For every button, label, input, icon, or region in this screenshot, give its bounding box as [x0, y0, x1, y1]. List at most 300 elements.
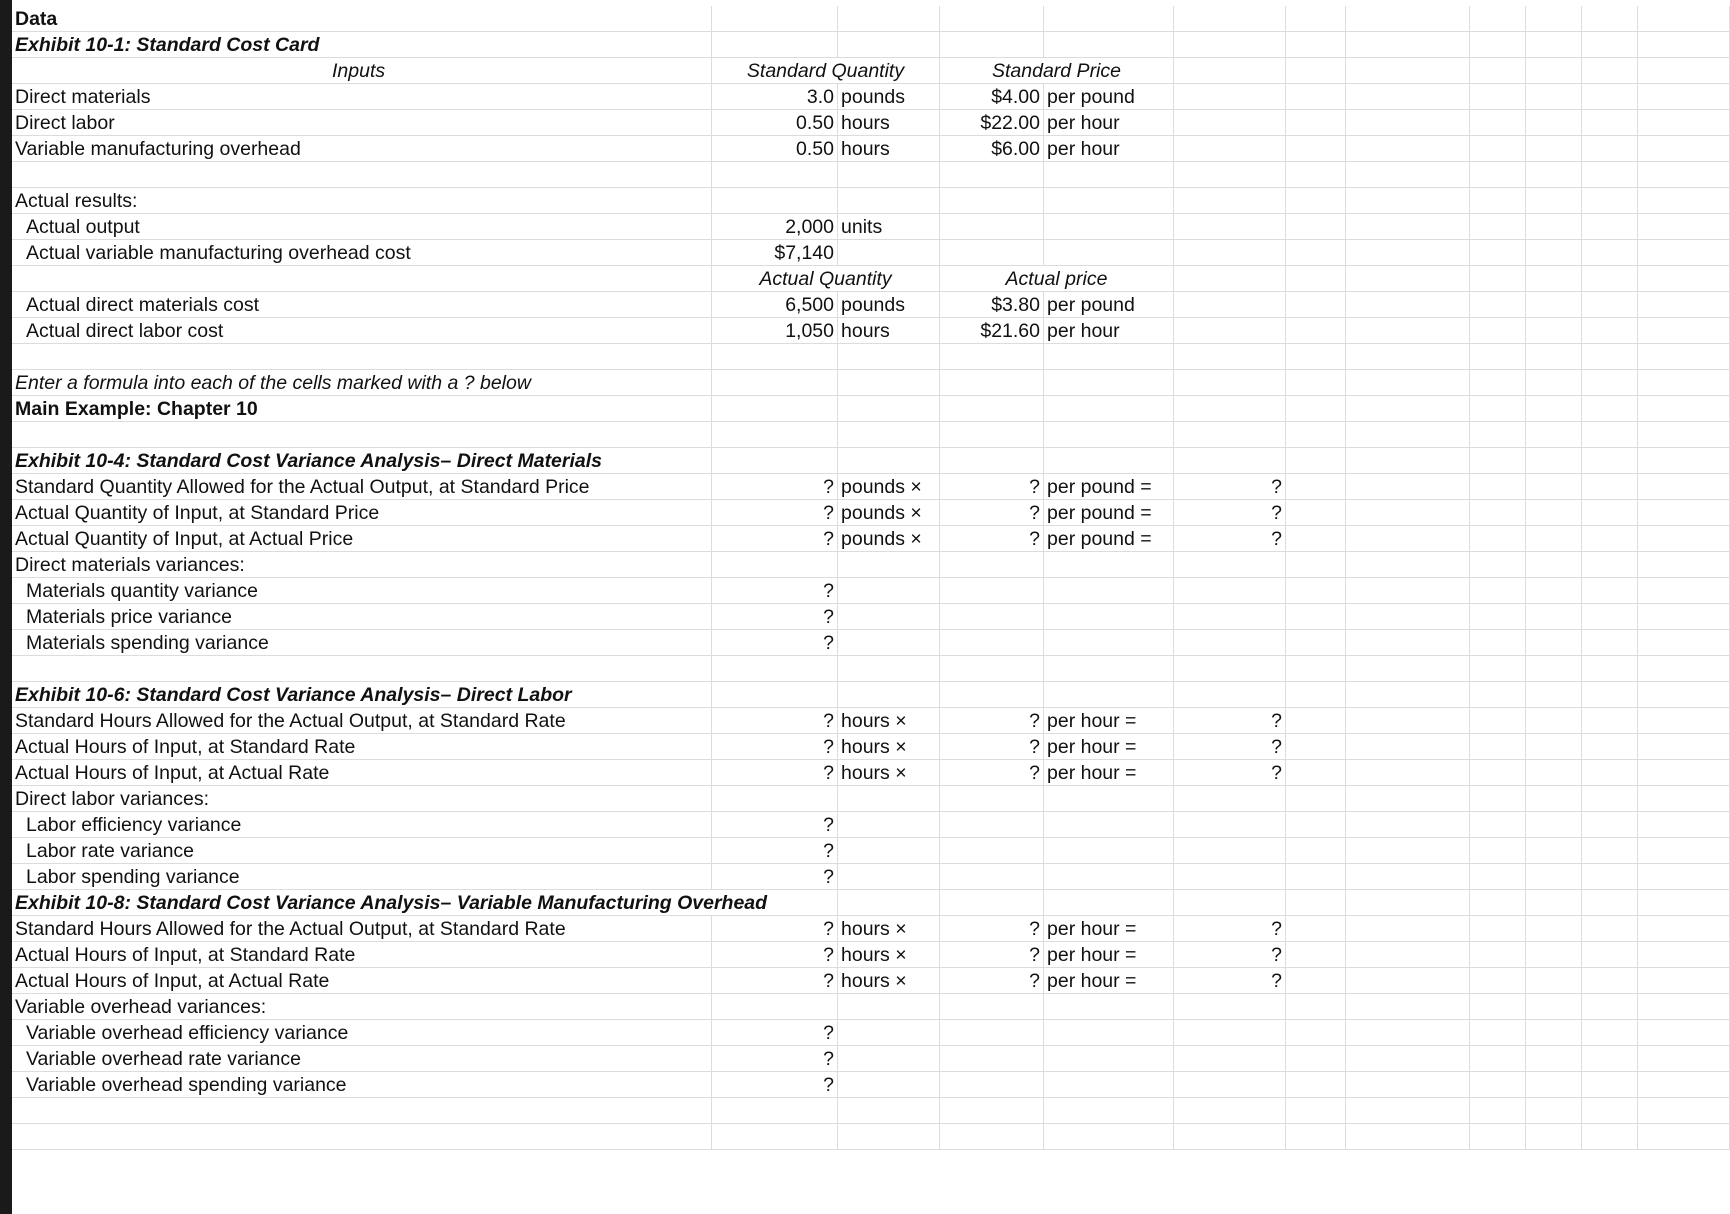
- cell[interactable]: [1470, 1124, 1526, 1150]
- formula-cell[interactable]: ?: [712, 1046, 838, 1072]
- cell-exhibit-10-6-title[interactable]: Exhibit 10-6: Standard Cost Variance Analysis– Direct Labor: [12, 682, 712, 708]
- formula-cell[interactable]: ?: [712, 734, 838, 760]
- cell[interactable]: [1526, 318, 1582, 344]
- formula-cell[interactable]: ?: [1174, 474, 1286, 500]
- cell[interactable]: [712, 422, 838, 448]
- cell[interactable]: [1638, 214, 1730, 240]
- cell[interactable]: [1346, 864, 1470, 890]
- cell[interactable]: [838, 1124, 940, 1150]
- formula-cell[interactable]: ?: [712, 760, 838, 786]
- cell[interactable]: [1286, 448, 1346, 474]
- cell[interactable]: [940, 214, 1044, 240]
- cell[interactable]: [1470, 214, 1526, 240]
- cell[interactable]: [940, 864, 1044, 890]
- cell[interactable]: [712, 1124, 838, 1150]
- cell[interactable]: [940, 448, 1044, 474]
- cell[interactable]: [838, 1046, 940, 1072]
- cell[interactable]: [1638, 84, 1730, 110]
- cell[interactable]: [1470, 994, 1526, 1020]
- cell[interactable]: [1286, 6, 1346, 32]
- cell[interactable]: [1346, 708, 1470, 734]
- cell[interactable]: [838, 630, 940, 656]
- cell[interactable]: [1346, 1046, 1470, 1072]
- cell[interactable]: [1470, 708, 1526, 734]
- cell[interactable]: [1582, 812, 1638, 838]
- cell[interactable]: [940, 396, 1044, 422]
- cell[interactable]: [1526, 760, 1582, 786]
- cell[interactable]: [1470, 942, 1526, 968]
- cell[interactable]: [940, 370, 1044, 396]
- cell[interactable]: [838, 422, 940, 448]
- formula-cell[interactable]: ?: [940, 734, 1044, 760]
- cell[interactable]: [1638, 188, 1730, 214]
- cell-exhibit-10-4-title[interactable]: Exhibit 10-4: Standard Cost Variance Analysis– Direct Materials: [12, 448, 712, 474]
- cell[interactable]: [940, 604, 1044, 630]
- cell[interactable]: [1638, 292, 1730, 318]
- cell-label[interactable]: Standard Hours Allowed for the Actual Output, at Standard Rate: [12, 916, 712, 942]
- cell[interactable]: [1286, 500, 1346, 526]
- cell[interactable]: [1286, 708, 1346, 734]
- cell[interactable]: [1526, 344, 1582, 370]
- cell[interactable]: [1638, 474, 1730, 500]
- cell-unit[interactable]: per hour =: [1044, 968, 1174, 994]
- cell[interactable]: [1470, 188, 1526, 214]
- formula-cell[interactable]: ?: [712, 474, 838, 500]
- cell[interactable]: [1638, 656, 1730, 682]
- cell[interactable]: [1582, 240, 1638, 266]
- cell[interactable]: [1638, 344, 1730, 370]
- cell[interactable]: [1044, 552, 1174, 578]
- cell-label[interactable]: Labor spending variance: [12, 864, 712, 890]
- cell[interactable]: [1346, 344, 1470, 370]
- cell[interactable]: [1638, 500, 1730, 526]
- cell[interactable]: [1526, 838, 1582, 864]
- cell[interactable]: [1174, 188, 1286, 214]
- cell[interactable]: [1286, 760, 1346, 786]
- cell[interactable]: [838, 838, 940, 864]
- cell[interactable]: [1470, 292, 1526, 318]
- cell[interactable]: [1470, 604, 1526, 630]
- cell[interactable]: [1582, 604, 1638, 630]
- cell[interactable]: [1526, 604, 1582, 630]
- cell[interactable]: [1286, 916, 1346, 942]
- cell-exhibit-10-1-title[interactable]: Exhibit 10-1: Standard Cost Card: [12, 32, 712, 58]
- cell[interactable]: [1044, 812, 1174, 838]
- cell[interactable]: [1638, 890, 1730, 916]
- cell[interactable]: [1470, 500, 1526, 526]
- cell[interactable]: [1286, 214, 1346, 240]
- cell[interactable]: [1286, 604, 1346, 630]
- cell[interactable]: [1638, 994, 1730, 1020]
- cell[interactable]: [1346, 448, 1470, 474]
- cell[interactable]: [1470, 162, 1526, 188]
- cell[interactable]: [1526, 58, 1582, 84]
- cell[interactable]: [1526, 1098, 1582, 1124]
- cell[interactable]: [1526, 682, 1582, 708]
- cell[interactable]: [1526, 890, 1582, 916]
- cell[interactable]: [940, 422, 1044, 448]
- cell[interactable]: [1526, 552, 1582, 578]
- cell-unit[interactable]: pounds ×: [838, 474, 940, 500]
- cell[interactable]: [1526, 396, 1582, 422]
- cell[interactable]: [1638, 1098, 1730, 1124]
- cell[interactable]: [1582, 422, 1638, 448]
- cell[interactable]: [712, 1098, 838, 1124]
- cell[interactable]: [940, 682, 1044, 708]
- cell[interactable]: [1044, 162, 1174, 188]
- cell[interactable]: [1526, 864, 1582, 890]
- cell[interactable]: [1174, 162, 1286, 188]
- cell[interactable]: [1286, 682, 1346, 708]
- cell-value[interactable]: $3.80: [940, 292, 1044, 318]
- cell[interactable]: [1346, 422, 1470, 448]
- cell[interactable]: [838, 552, 940, 578]
- cell-unit[interactable]: hours: [838, 136, 940, 162]
- formula-cell[interactable]: ?: [940, 968, 1044, 994]
- cell[interactable]: [1526, 188, 1582, 214]
- cell-label[interactable]: Labor efficiency variance: [12, 812, 712, 838]
- cell[interactable]: [1174, 344, 1286, 370]
- cell-unit[interactable]: hours ×: [838, 916, 940, 942]
- cell-instruction[interactable]: Enter a formula into each of the cells marked with a ? below: [12, 370, 712, 396]
- cell[interactable]: [1582, 760, 1638, 786]
- cell[interactable]: [1582, 838, 1638, 864]
- cell[interactable]: [1346, 266, 1470, 292]
- cell[interactable]: [1470, 760, 1526, 786]
- cell[interactable]: [712, 344, 838, 370]
- cell[interactable]: [1044, 1098, 1174, 1124]
- cell[interactable]: [1286, 1124, 1346, 1150]
- cell[interactable]: [712, 656, 838, 682]
- cell[interactable]: [940, 32, 1044, 58]
- cell[interactable]: [1470, 58, 1526, 84]
- cell[interactable]: [1174, 682, 1286, 708]
- cell[interactable]: [838, 786, 940, 812]
- cell[interactable]: [1346, 1020, 1470, 1046]
- cell[interactable]: [1470, 136, 1526, 162]
- cell[interactable]: [1526, 110, 1582, 136]
- formula-cell[interactable]: ?: [1174, 760, 1286, 786]
- cell[interactable]: [1286, 188, 1346, 214]
- cell-value[interactable]: 3.0: [712, 84, 838, 110]
- cell[interactable]: [1582, 682, 1638, 708]
- cell[interactable]: [1174, 58, 1286, 84]
- cell-value[interactable]: $4.00: [940, 84, 1044, 110]
- cell[interactable]: [1174, 318, 1286, 344]
- cell[interactable]: [1470, 6, 1526, 32]
- cell[interactable]: [1286, 1046, 1346, 1072]
- cell[interactable]: [1346, 630, 1470, 656]
- cell[interactable]: [1638, 812, 1730, 838]
- cell[interactable]: [1174, 6, 1286, 32]
- cell[interactable]: [1582, 292, 1638, 318]
- cell[interactable]: [1346, 942, 1470, 968]
- formula-cell[interactable]: ?: [712, 968, 838, 994]
- formula-cell[interactable]: ?: [712, 1072, 838, 1098]
- cell[interactable]: [1286, 526, 1346, 552]
- formula-cell[interactable]: ?: [712, 630, 838, 656]
- cell-value[interactable]: $6.00: [940, 136, 1044, 162]
- cell[interactable]: [1346, 162, 1470, 188]
- cell[interactable]: [1526, 1020, 1582, 1046]
- cell[interactable]: [1346, 890, 1470, 916]
- cell[interactable]: [1470, 344, 1526, 370]
- cell[interactable]: [1044, 32, 1174, 58]
- cell[interactable]: [1174, 812, 1286, 838]
- cell-unit[interactable]: hours ×: [838, 760, 940, 786]
- cell-main-example[interactable]: Main Example: Chapter 10: [12, 396, 712, 422]
- cell[interactable]: [712, 682, 838, 708]
- cell[interactable]: [1470, 1072, 1526, 1098]
- cell[interactable]: [838, 604, 940, 630]
- cell-unit[interactable]: per hour =: [1044, 760, 1174, 786]
- cell[interactable]: [1174, 1098, 1286, 1124]
- cell-unit[interactable]: hours ×: [838, 942, 940, 968]
- formula-cell[interactable]: ?: [712, 1020, 838, 1046]
- cell[interactable]: [940, 994, 1044, 1020]
- cell-unit[interactable]: hours ×: [838, 708, 940, 734]
- formula-cell[interactable]: ?: [712, 812, 838, 838]
- cell[interactable]: [940, 344, 1044, 370]
- cell-unit[interactable]: per hour =: [1044, 916, 1174, 942]
- cell[interactable]: [1582, 58, 1638, 84]
- cell[interactable]: [1582, 84, 1638, 110]
- cell[interactable]: [1346, 474, 1470, 500]
- cell[interactable]: [1346, 240, 1470, 266]
- cell[interactable]: [1346, 578, 1470, 604]
- cell[interactable]: [712, 370, 838, 396]
- cell[interactable]: [838, 448, 940, 474]
- cell[interactable]: [1346, 656, 1470, 682]
- cell[interactable]: [1526, 708, 1582, 734]
- cell-unit[interactable]: pounds ×: [838, 500, 940, 526]
- cell[interactable]: [1582, 500, 1638, 526]
- cell[interactable]: [1174, 1020, 1286, 1046]
- cell[interactable]: [1526, 786, 1582, 812]
- cell[interactable]: [1286, 422, 1346, 448]
- cell[interactable]: [1582, 396, 1638, 422]
- cell[interactable]: [940, 162, 1044, 188]
- cell[interactable]: [940, 1124, 1044, 1150]
- formula-cell[interactable]: ?: [940, 942, 1044, 968]
- cell[interactable]: [1470, 32, 1526, 58]
- cell[interactable]: [1346, 136, 1470, 162]
- cell[interactable]: [1044, 890, 1174, 916]
- cell[interactable]: [1638, 630, 1730, 656]
- cell[interactable]: [1346, 58, 1470, 84]
- cell[interactable]: [1582, 994, 1638, 1020]
- cell[interactable]: [1286, 838, 1346, 864]
- cell[interactable]: [940, 578, 1044, 604]
- cell[interactable]: [1286, 136, 1346, 162]
- cell[interactable]: [1286, 344, 1346, 370]
- cell-actual-results-title[interactable]: Actual results:: [12, 188, 712, 214]
- cell[interactable]: [1638, 110, 1730, 136]
- cell[interactable]: [1470, 864, 1526, 890]
- cell[interactable]: [1638, 734, 1730, 760]
- cell[interactable]: [12, 1124, 712, 1150]
- cell[interactable]: [1346, 500, 1470, 526]
- formula-cell[interactable]: ?: [712, 916, 838, 942]
- cell[interactable]: [1044, 786, 1174, 812]
- cell[interactable]: [838, 240, 940, 266]
- cell[interactable]: [712, 32, 838, 58]
- cell[interactable]: [1044, 604, 1174, 630]
- cell[interactable]: [1286, 1098, 1346, 1124]
- cell[interactable]: [1346, 318, 1470, 344]
- cell[interactable]: [1346, 916, 1470, 942]
- cell[interactable]: [1346, 292, 1470, 318]
- cell[interactable]: [1526, 734, 1582, 760]
- cell[interactable]: [1470, 838, 1526, 864]
- cell[interactable]: [1044, 1020, 1174, 1046]
- cell[interactable]: [1174, 32, 1286, 58]
- formula-cell[interactable]: ?: [712, 864, 838, 890]
- cell-label[interactable]: Actual output: [12, 214, 712, 240]
- cell-unit[interactable]: per pound =: [1044, 500, 1174, 526]
- cell[interactable]: [1470, 682, 1526, 708]
- cell-actual-quantity-header[interactable]: Actual Quantity: [712, 266, 940, 292]
- formula-cell[interactable]: ?: [712, 500, 838, 526]
- cell[interactable]: [940, 786, 1044, 812]
- cell-unit[interactable]: pounds: [838, 84, 940, 110]
- cell[interactable]: [1044, 188, 1174, 214]
- cell[interactable]: [712, 6, 838, 32]
- cell[interactable]: [1638, 864, 1730, 890]
- cell[interactable]: [1638, 422, 1730, 448]
- cell-unit[interactable]: per hour =: [1044, 942, 1174, 968]
- cell[interactable]: [1470, 370, 1526, 396]
- cell[interactable]: [1582, 448, 1638, 474]
- cell[interactable]: [1638, 1046, 1730, 1072]
- cell[interactable]: [1638, 6, 1730, 32]
- cell[interactable]: [1174, 396, 1286, 422]
- cell[interactable]: [12, 266, 712, 292]
- cell[interactable]: [1174, 448, 1286, 474]
- cell[interactable]: [712, 448, 838, 474]
- cell[interactable]: [1174, 1072, 1286, 1098]
- cell[interactable]: [1286, 162, 1346, 188]
- cell[interactable]: [1174, 1124, 1286, 1150]
- cell[interactable]: [838, 578, 940, 604]
- cell[interactable]: [940, 656, 1044, 682]
- cell-unit[interactable]: per hour =: [1044, 734, 1174, 760]
- cell-label[interactable]: Actual direct materials cost: [12, 292, 712, 318]
- cell[interactable]: [1470, 890, 1526, 916]
- cell[interactable]: [1470, 1098, 1526, 1124]
- cell-label[interactable]: Direct labor: [12, 110, 712, 136]
- cell[interactable]: [1346, 214, 1470, 240]
- cell[interactable]: [1286, 370, 1346, 396]
- cell[interactable]: [1346, 552, 1470, 578]
- cell[interactable]: [1638, 942, 1730, 968]
- cell[interactable]: [12, 422, 712, 448]
- cell[interactable]: [1470, 266, 1526, 292]
- cell[interactable]: [1174, 84, 1286, 110]
- formula-cell[interactable]: ?: [1174, 942, 1286, 968]
- cell[interactable]: [1044, 838, 1174, 864]
- cell[interactable]: [940, 838, 1044, 864]
- cell[interactable]: [838, 890, 940, 916]
- cell[interactable]: [12, 162, 712, 188]
- cell[interactable]: [1174, 864, 1286, 890]
- cell[interactable]: [940, 630, 1044, 656]
- cell-unit[interactable]: hours ×: [838, 968, 940, 994]
- cell[interactable]: [1638, 552, 1730, 578]
- cell[interactable]: [1638, 760, 1730, 786]
- cell[interactable]: [1286, 578, 1346, 604]
- cell[interactable]: [1286, 84, 1346, 110]
- cell[interactable]: [1638, 318, 1730, 344]
- cell[interactable]: [838, 1020, 940, 1046]
- cell[interactable]: [1174, 422, 1286, 448]
- cell[interactable]: [1470, 448, 1526, 474]
- cell[interactable]: [1638, 708, 1730, 734]
- cell[interactable]: [1044, 994, 1174, 1020]
- formula-cell[interactable]: ?: [712, 578, 838, 604]
- cell[interactable]: [1346, 994, 1470, 1020]
- cell[interactable]: [1174, 630, 1286, 656]
- cell[interactable]: [1638, 682, 1730, 708]
- cell[interactable]: [1286, 552, 1346, 578]
- cell[interactable]: [838, 812, 940, 838]
- cell[interactable]: [1582, 708, 1638, 734]
- cell-unit[interactable]: per pound: [1044, 84, 1174, 110]
- cell[interactable]: [1470, 474, 1526, 500]
- cell[interactable]: [838, 1098, 940, 1124]
- cell-value[interactable]: $21.60: [940, 318, 1044, 344]
- cell[interactable]: [1582, 1124, 1638, 1150]
- cell-label[interactable]: Actual direct labor cost: [12, 318, 712, 344]
- formula-cell[interactable]: ?: [712, 942, 838, 968]
- cell[interactable]: [1582, 214, 1638, 240]
- cell[interactable]: [1174, 578, 1286, 604]
- cell[interactable]: [1582, 552, 1638, 578]
- cell[interactable]: [838, 682, 940, 708]
- cell[interactable]: [1286, 890, 1346, 916]
- cell-inputs-header[interactable]: Inputs: [12, 58, 712, 84]
- cell[interactable]: [1346, 370, 1470, 396]
- cell[interactable]: [1044, 6, 1174, 32]
- cell[interactable]: [1346, 760, 1470, 786]
- cell[interactable]: [12, 344, 712, 370]
- cell[interactable]: [1346, 1072, 1470, 1098]
- cell[interactable]: [1286, 656, 1346, 682]
- cell[interactable]: [940, 240, 1044, 266]
- cell-label[interactable]: Actual Hours of Input, at Standard Rate: [12, 734, 712, 760]
- cell[interactable]: [1044, 682, 1174, 708]
- cell[interactable]: [940, 812, 1044, 838]
- cell[interactable]: [1286, 1072, 1346, 1098]
- cell[interactable]: [1174, 214, 1286, 240]
- cell[interactable]: [1044, 1072, 1174, 1098]
- cell[interactable]: [1526, 916, 1582, 942]
- cell-unit[interactable]: per hour: [1044, 136, 1174, 162]
- cell[interactable]: [1638, 32, 1730, 58]
- cell[interactable]: [940, 6, 1044, 32]
- cell[interactable]: [1582, 786, 1638, 812]
- formula-cell[interactable]: ?: [712, 708, 838, 734]
- cell[interactable]: [940, 1046, 1044, 1072]
- cell-actual-price-header[interactable]: Actual price: [940, 266, 1174, 292]
- cell-value[interactable]: 2,000: [712, 214, 838, 240]
- cell-unit[interactable]: per pound: [1044, 292, 1174, 318]
- cell-exhibit-10-8-title[interactable]: Exhibit 10-8: Standard Cost Variance Analysis– Variable Manufacturing Overhead: [15, 892, 768, 914]
- cell[interactable]: [838, 396, 940, 422]
- cell[interactable]: [1346, 604, 1470, 630]
- formula-cell[interactable]: ?: [940, 708, 1044, 734]
- cell-unit[interactable]: per hour: [1044, 110, 1174, 136]
